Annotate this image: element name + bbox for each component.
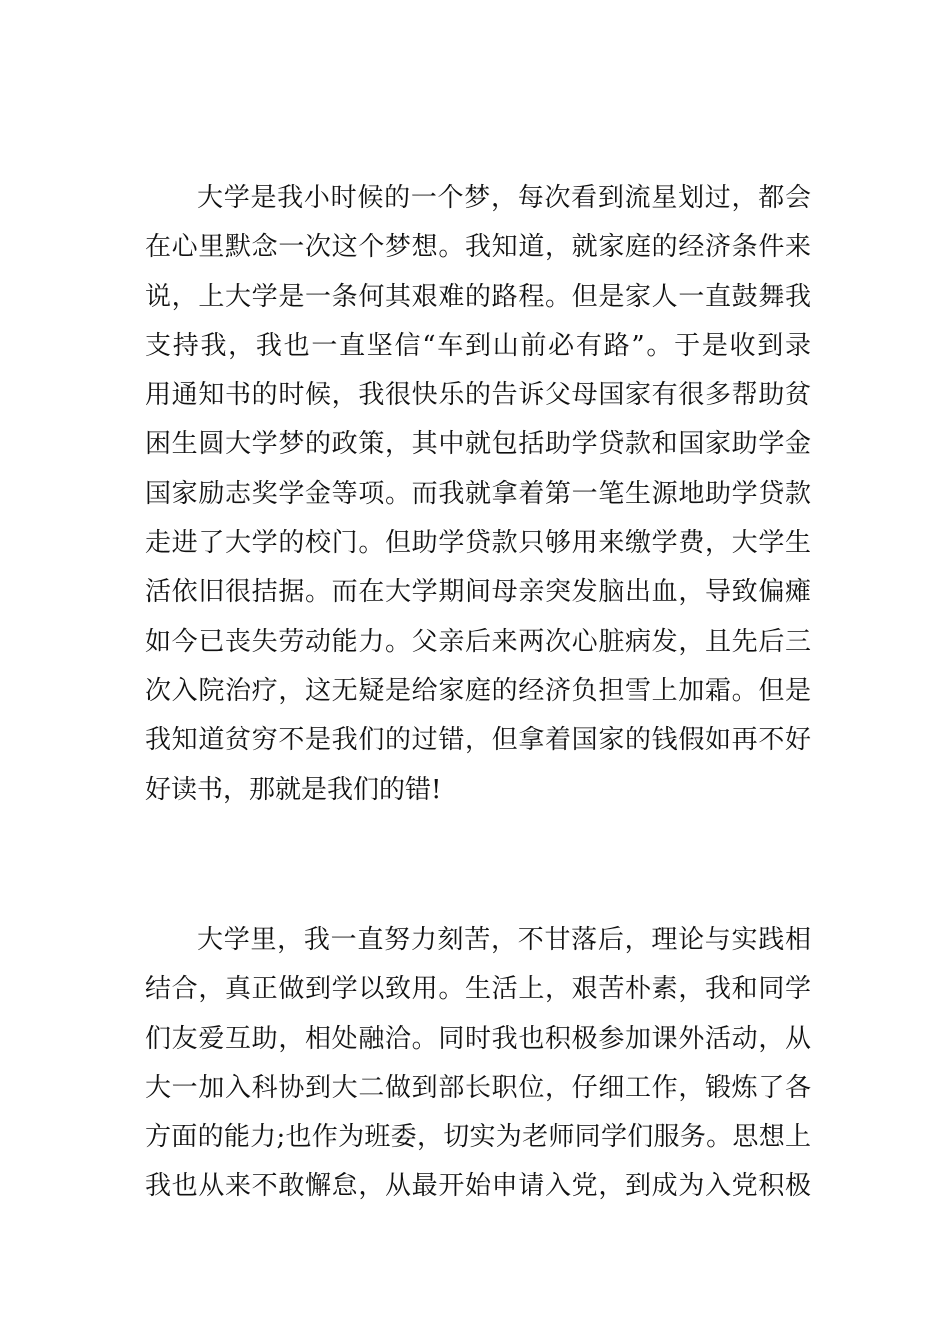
paragraph-line: 支持我，我也一直坚信“车到山前必有路”。于是收到录: [145, 330, 811, 361]
paragraph-line: 大学是我小时候的一个梦，每次看到流星划过，都会: [197, 183, 811, 213]
paragraph-line: 活依旧很拮据。而在大学期间母亲突发脑出血，导致偏瘫: [145, 577, 811, 608]
paragraph-line: 方面的能力;也作为班委，切实为老师同学们服务。思想上: [145, 1122, 811, 1153]
paragraph-line: 用通知书的时候，我很快乐的告诉父母国家有很多帮助贫: [145, 380, 811, 411]
paragraph-line: 我也从来不敢懈怠，从最开始申请入党，到成为入党积极: [145, 1171, 811, 1202]
paragraph-line: 大一加入科协到大二做到部长职位，仔细工作，锻炼了各: [145, 1072, 811, 1103]
paragraph-line: 们友爱互助，相处融洽。同时我也积极参加课外活动，从: [145, 1023, 811, 1054]
paragraph-line: 次入院治疗，这无疑是给家庭的经济负担雪上加霜。但是: [145, 675, 811, 706]
paragraph-line: 我知道贫穷不是我们的过错，但拿着国家的钱假如再不好: [145, 725, 811, 756]
paragraph-1: [145, 174, 811, 815]
paragraph-line: 困生圆大学梦的政策，其中就包括助学贷款和国家助学金: [145, 429, 811, 460]
paragraph-line: 在心里默念一次这个梦想。我知道，就家庭的经济条件来: [145, 232, 811, 263]
paragraph-2: [145, 916, 811, 1212]
paragraph-line: 走进了大学的校门。但助学贷款只够用来缴学费，大学生: [145, 528, 811, 559]
paragraph-line: 好读书，那就是我们的错!: [145, 774, 442, 805]
paragraph-line: 大学里，我一直努力刻苦，不甘落后，理论与实践相: [197, 925, 811, 955]
paragraph-line: 如今已丧失劳动能力。父亲后来两次心脏病发，且先后三: [145, 626, 811, 657]
paragraph-line: 国家励志奖学金等项。而我就拿着第一笔生源地助学贷款: [145, 478, 811, 509]
paragraph-line: 结合，真正做到学以致用。生活上，艰苦朴素，我和同学: [145, 974, 811, 1005]
paragraph-line: 说，上大学是一条何其艰难的路程。但是家人一直鼓舞我: [145, 281, 811, 312]
